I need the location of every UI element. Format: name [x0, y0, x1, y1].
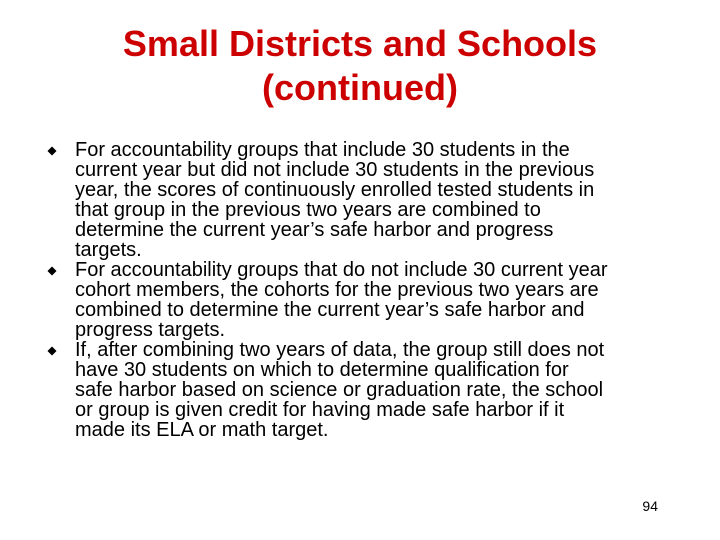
bullet-line: year, the scores of continuously enrolled tested students in	[75, 179, 595, 201]
slide-title-line: Small Districts and Schools	[122, 23, 598, 64]
bullet-line: If, after combining two years of data, the group still does not	[75, 339, 605, 361]
bullet-line: determine the current year’s safe harbor and progress	[75, 219, 554, 241]
square-bullet-icon	[47, 346, 56, 355]
square-bullet-icon	[47, 146, 56, 155]
bullet-line: or group is given credit for having made safe harbor if it	[75, 399, 565, 421]
bullet-line: progress targets.	[75, 319, 226, 341]
bullet-line: targets.	[75, 239, 142, 261]
bullet-line: For accountability groups that include 30 students in the	[75, 139, 570, 161]
page-number: 94	[642, 498, 658, 514]
bullet-line: cohort members, the cohorts for the previous two years are	[75, 279, 599, 301]
bullet-line: made its ELA or math target.	[75, 419, 329, 441]
bullet-line: that group in the previous two years are combined to	[75, 199, 541, 221]
slide-title	[40, 22, 680, 110]
bullet-list	[48, 140, 676, 440]
slide-title-line: (continued)	[262, 67, 458, 108]
bullet-line: combined to determine the current year’s safe harbor and	[75, 299, 585, 321]
bullet-text	[75, 260, 676, 340]
bullet-line: have 30 students on which to determine qualification for	[75, 359, 569, 381]
bullet-text	[75, 340, 676, 440]
bullet-text	[75, 140, 676, 260]
bullet-line: For accountability groups that do not include 30 current year	[75, 259, 608, 281]
bullet-item	[48, 340, 676, 440]
square-bullet-icon	[47, 266, 56, 275]
bullet-line: current year but did not include 30 students in the previous	[75, 159, 595, 181]
bullet-item	[48, 260, 676, 340]
bullet-line: safe harbor based on science or graduation rate, the school	[75, 379, 604, 401]
bullet-item	[48, 140, 676, 260]
